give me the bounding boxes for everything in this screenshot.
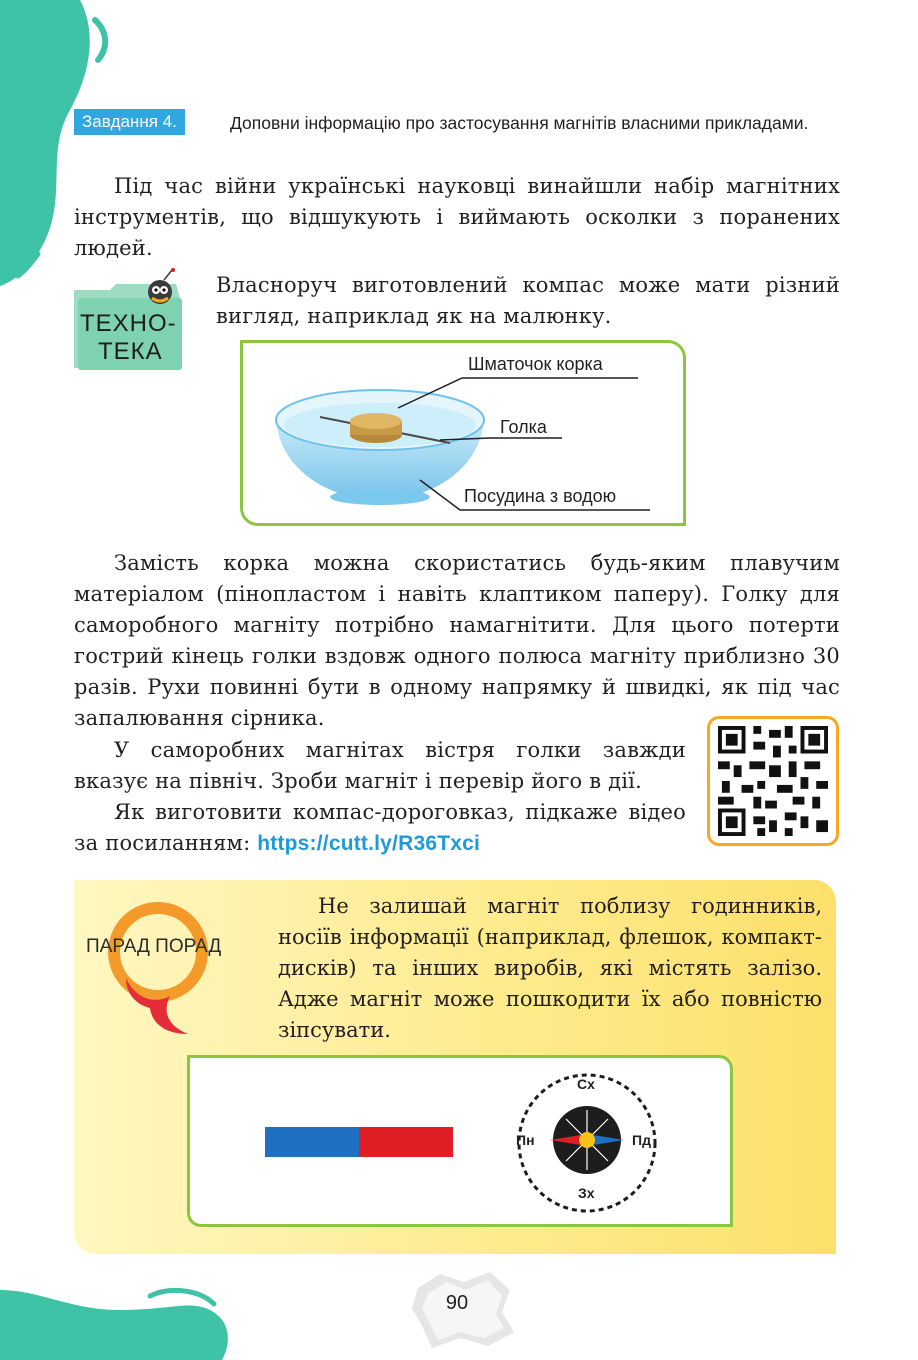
- label-cork: Шматочок корка: [468, 354, 603, 374]
- paragraph-homemade-compass: Власноруч виготовлений компас може мати різний вигляд, наприклад як на малюнку.: [216, 273, 840, 328]
- compass-west-label: Пн: [516, 1132, 535, 1148]
- compass-north-label: Сх: [577, 1076, 595, 1092]
- qr-code[interactable]: [707, 716, 839, 846]
- paragraph-war-instruments: Під час війни українські науковці винайшли набір магнітних інструментів, що відшукують і виймають осколки з поранених людей.: [74, 174, 840, 260]
- page-number: 90: [445, 1292, 469, 1314]
- technoteka-line2: ТЕКА: [98, 338, 163, 365]
- bar-magnet-red: [359, 1127, 453, 1157]
- decor-teal-bottom: [0, 1250, 240, 1360]
- label-bowl: Посудина з водою: [464, 486, 617, 506]
- label-needle: Голка: [500, 417, 547, 437]
- compass-east-label: Пд: [632, 1132, 651, 1148]
- paragraph-video-link: [74, 797, 686, 859]
- paragraph-needle-north: У саморобних магнітах вістря голки завжди вказує на північ. Зроби магніт і перевір його в дії.: [74, 738, 686, 793]
- tip-badge-icon: [96, 900, 226, 1040]
- video-link[interactable]: https://cutt.ly/R36Txci: [257, 832, 481, 855]
- compass-south-label: Зх: [578, 1185, 595, 1201]
- tip-text: Не залишай магніт поблизу годинників, носіїв інформації (наприклад, флешок, компакт-дисків) та інших виробів, які містять залізо. Адже магніт може пошкодити їх або повністю зіпсувати.: [278, 894, 822, 1042]
- paragraph-instructions: Замість корка можна скористатись будь-яким плавучим матеріалом (пінопластом і навіть клаптиком паперу). Голку для саморобного магніту потрібно намагнітити. Для цього потерти гострий кінець голки вздовж одного полюса магніту приблизно 30 разів. Рухи повинні бути в одному напрямку й швидкі, як під час запалювання сірника.: [74, 551, 840, 730]
- tip-title: ПАРАД ПОРАД: [86, 936, 222, 957]
- task-text: Доповни інформацію про застосування магнітів власними прикладами.: [230, 113, 809, 133]
- technoteka-line1: ТЕХНО-: [80, 310, 177, 337]
- task-badge: Завдання 4.: [74, 109, 185, 135]
- video-link-text: Як виготовити компас-дороговказ, підкаже відео за посиланням:: [74, 800, 686, 855]
- bar-magnet-blue: [265, 1127, 359, 1157]
- qr-code-icon: [717, 726, 829, 836]
